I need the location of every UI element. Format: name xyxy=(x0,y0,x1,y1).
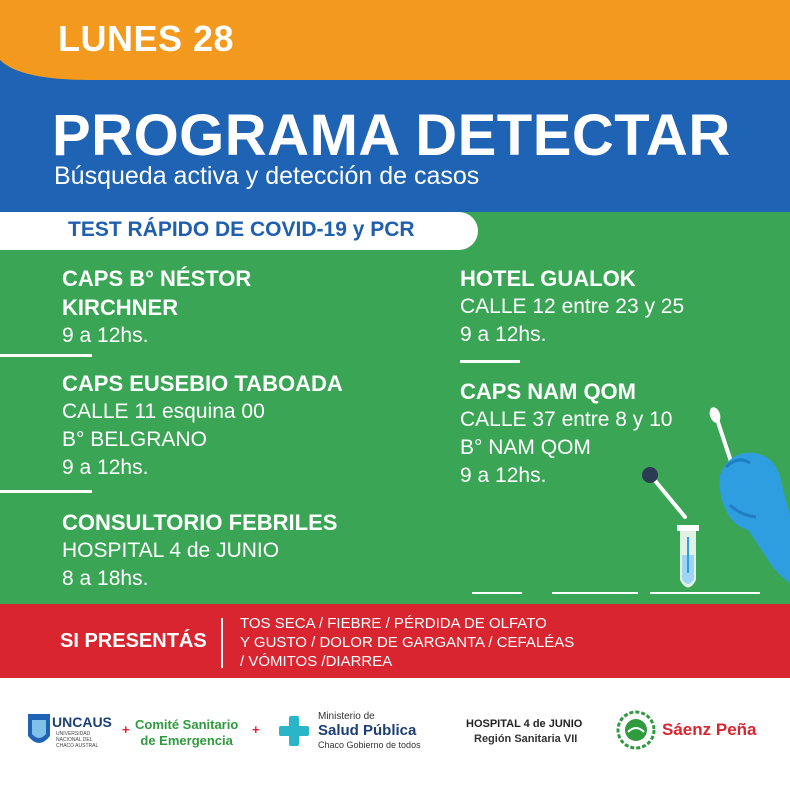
comite-logo xyxy=(135,717,238,749)
ministerio-line2: Salud Pública xyxy=(318,722,417,739)
location-hours: 9 a 12hs. xyxy=(62,456,149,479)
uncaus-logo-icon xyxy=(24,710,54,752)
location-hours: 9 a 12hs. xyxy=(460,323,547,346)
divider xyxy=(472,592,522,594)
program-subtitle: Búsqueda activa y detección de casos xyxy=(54,162,480,190)
location-caps-eusebio-taboada xyxy=(62,369,343,482)
symptoms-label: SI PRESENTÁS xyxy=(60,630,207,652)
location-name: HOTEL GUALOK xyxy=(460,266,636,291)
location-neighborhood: B° BELGRANO xyxy=(62,428,207,451)
plus-icon: + xyxy=(122,722,130,737)
test-label: TEST RÁPIDO DE COVID-19 y PCR xyxy=(68,218,415,241)
divider xyxy=(0,490,92,493)
symptoms-separator xyxy=(221,618,223,668)
location-address: CALLE 11 esquina 00 xyxy=(62,400,265,423)
uncaus-sub-line: UNIVERSIDAD xyxy=(56,731,91,737)
location-caps-nestor-kirchner xyxy=(62,264,251,350)
hospital-line2: Región Sanitaria VII xyxy=(474,733,578,745)
saenz-pena-logo-icon xyxy=(616,710,656,750)
location-address: CALLE 37 entre 8 y 10 xyxy=(460,408,673,431)
uncaus-name: UNCAUS xyxy=(52,714,112,730)
location-name: CAPS B° NÉSTOR xyxy=(62,266,252,291)
uncaus-subtitle xyxy=(56,731,98,749)
symptoms-line: TOS SECA / FIEBRE / PÉRDIDA DE OLFATO xyxy=(240,615,547,632)
program-title: PROGRAMA DETECTAR xyxy=(52,103,731,168)
symptoms-line: / VÓMITOS /DIARREA xyxy=(240,653,393,670)
ministerio-line1: Ministerio de xyxy=(318,711,375,722)
hospital-line1: HOSPITAL 4 de JUNIO xyxy=(466,718,583,730)
location-name: CAPS EUSEBIO TABOADA xyxy=(62,371,343,396)
uncaus-sub-line: CHACO AUSTRAL xyxy=(56,743,99,749)
divider xyxy=(0,354,92,357)
location-consultorio-febriles xyxy=(62,508,337,593)
location-hours: 8 a 18hs. xyxy=(62,567,149,590)
location-name: CAPS NAM QOM xyxy=(460,379,636,404)
location-address: HOSPITAL 4 de JUNIO xyxy=(62,539,280,562)
location-hours: 9 a 12hs. xyxy=(460,464,547,487)
divider xyxy=(552,592,638,594)
location-name: CONSULTORIO FEBRILES xyxy=(62,510,338,535)
location-name: KIRCHNER xyxy=(62,295,179,320)
uncaus-sub-line: NACIONAL DEL xyxy=(56,737,93,743)
comite-line: Comité Sanitario xyxy=(135,717,239,732)
saenz-pena-name: Sáenz Peña xyxy=(662,720,757,739)
plus-icon: + xyxy=(252,722,260,737)
health-cross-icon xyxy=(277,714,311,748)
location-hours: 9 a 12hs. xyxy=(62,324,149,347)
covid-test-illustration-icon xyxy=(630,405,790,600)
ministerio-line3: Chaco Gobierno de todos xyxy=(318,740,421,750)
symptoms-line: Y GUSTO / DOLOR DE GARGANTA / CEFALÉAS xyxy=(240,634,575,651)
day-label: LUNES 28 xyxy=(58,18,235,59)
divider xyxy=(460,360,520,363)
location-hotel-gualok xyxy=(460,264,684,349)
comite-line: de Emergencia xyxy=(140,733,233,748)
location-neighborhood: B° NAM QOM xyxy=(460,436,591,459)
location-address: CALLE 12 entre 23 y 25 xyxy=(460,295,685,318)
